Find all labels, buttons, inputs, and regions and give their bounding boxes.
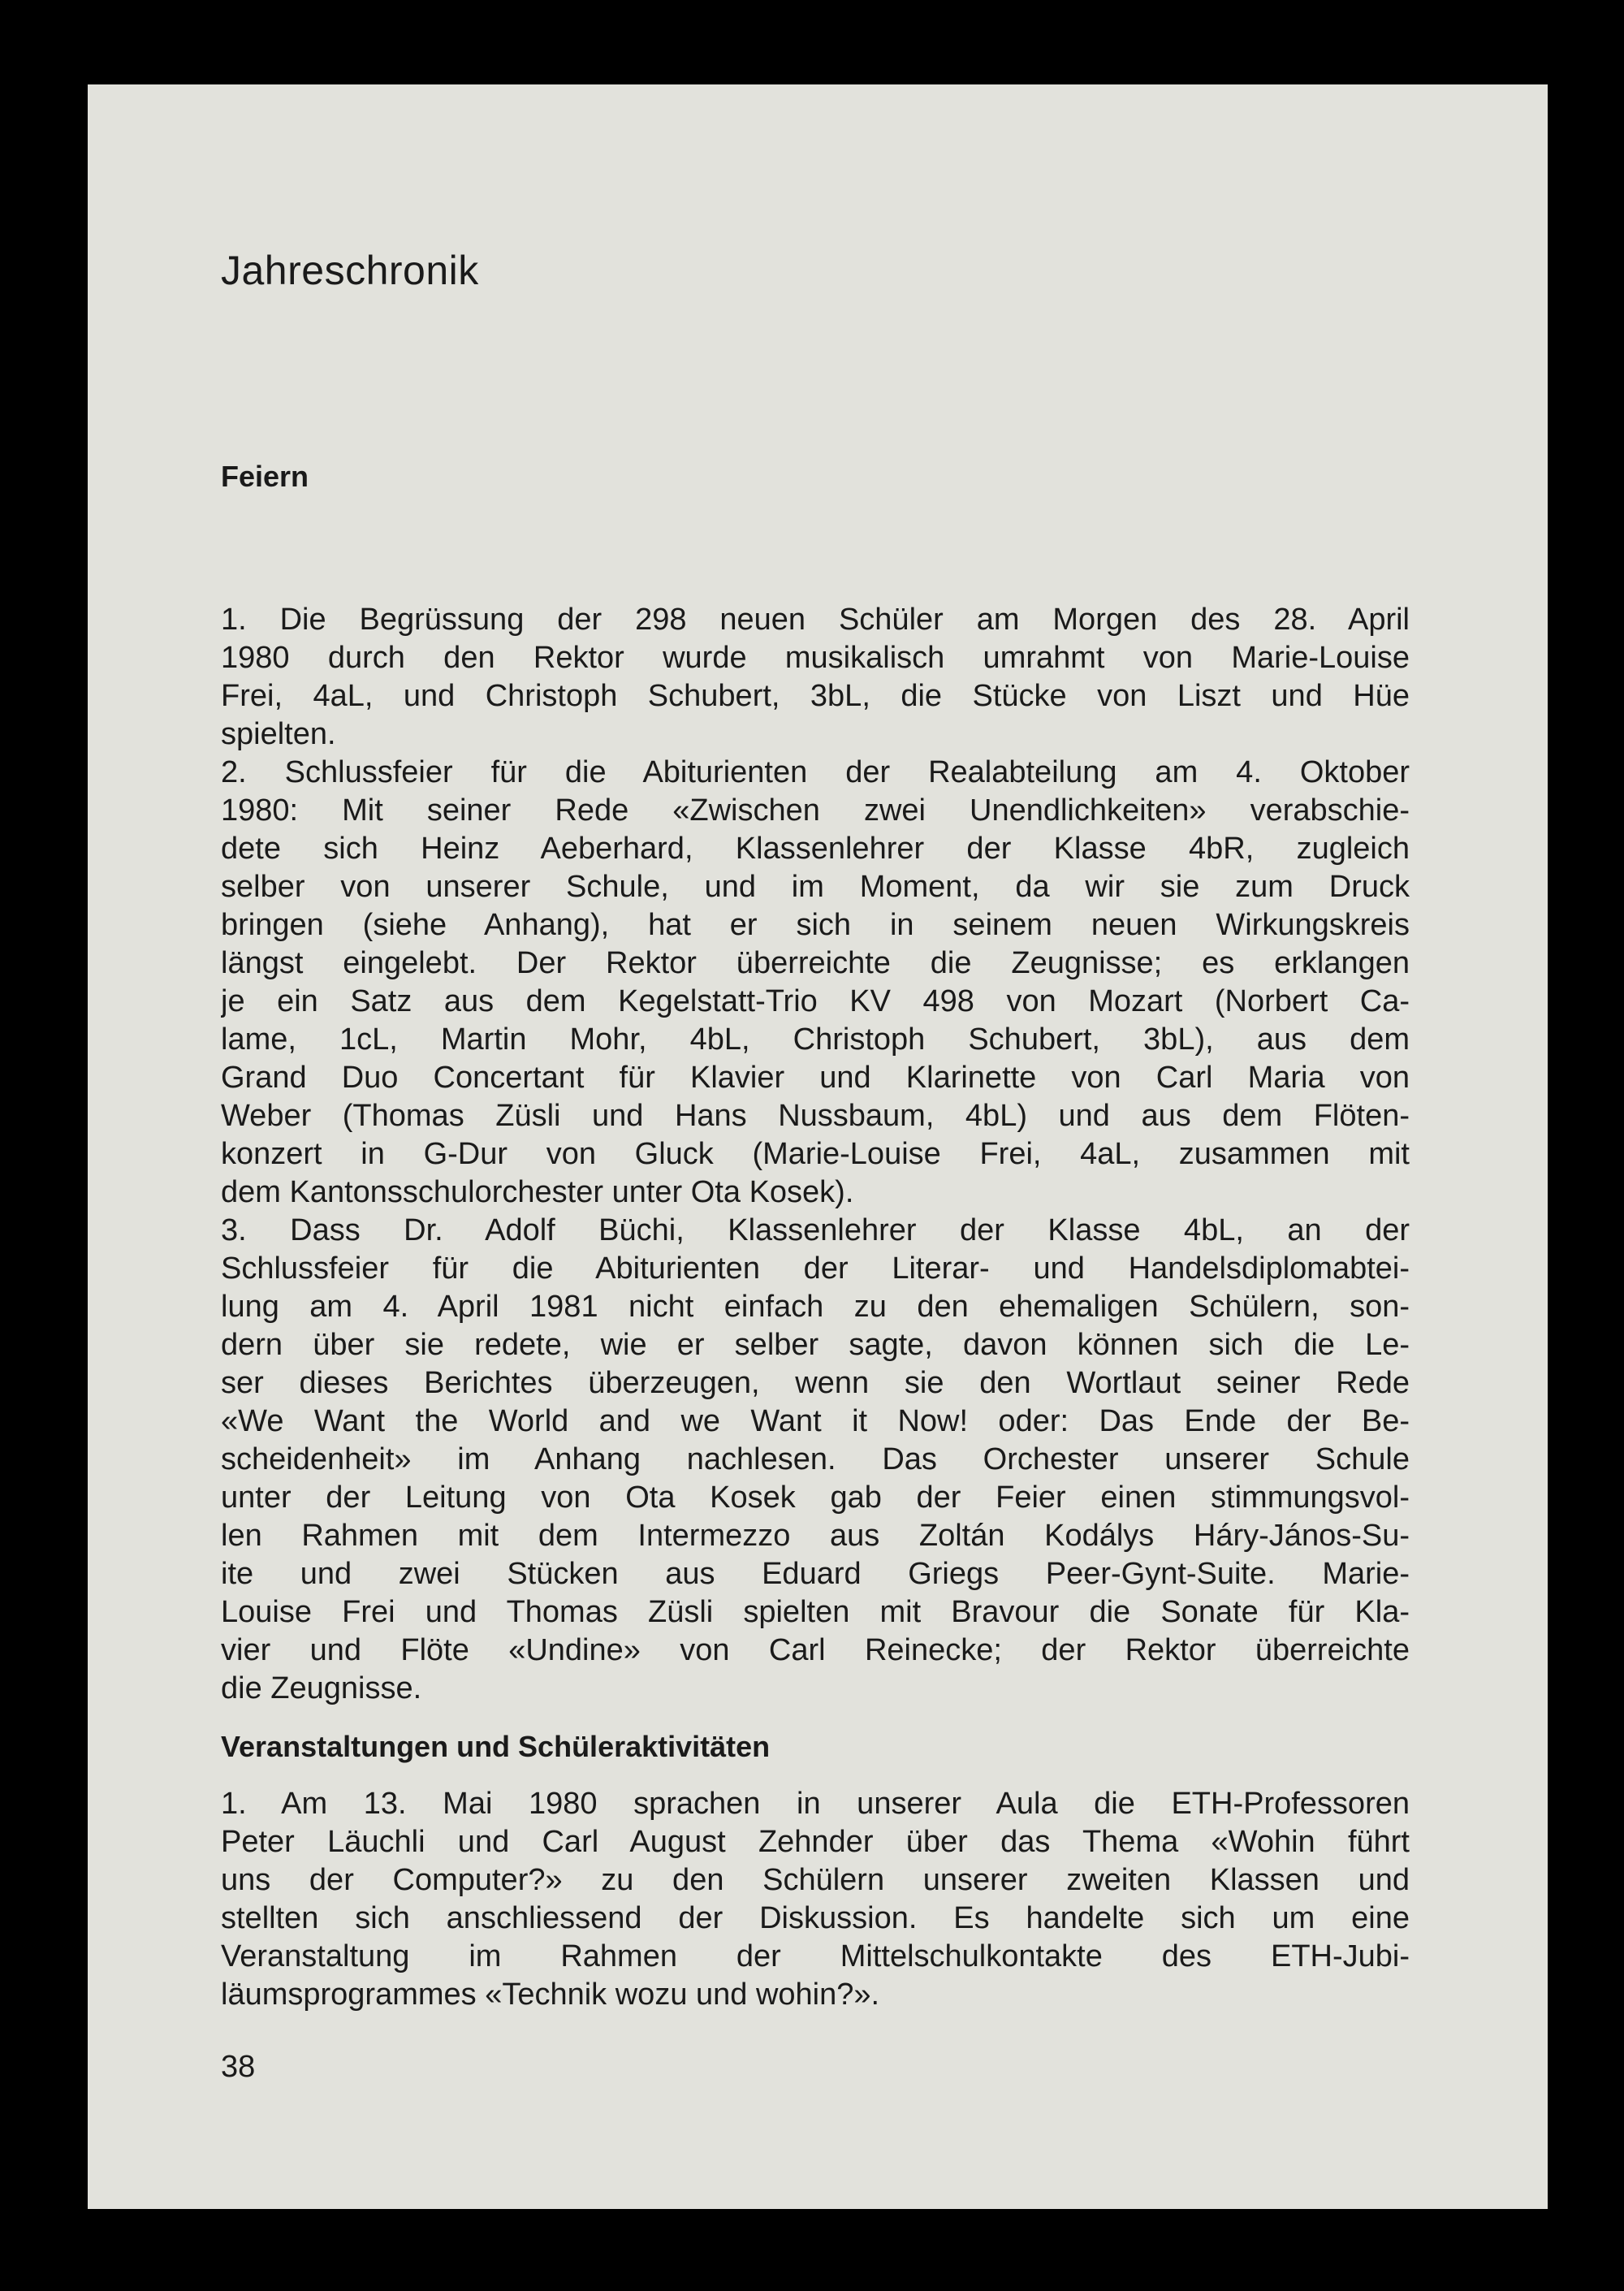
text-line: 3. Dass Dr. Adolf Büchi, Klassenlehrer der Klasse 4bL, an der bbox=[221, 1213, 1410, 1247]
text-line: selber von unserer Schule, und im Moment, da wir sie zum Druck bbox=[221, 870, 1410, 904]
page-title: Jahreschronik bbox=[221, 248, 479, 293]
section-heading-feiern: Feiern bbox=[221, 460, 309, 493]
paragraph-feiern-2 bbox=[221, 754, 1410, 1212]
text-line: ite und zwei Stücken aus Eduard Griegs Peer-Gynt-Suite. Marie- bbox=[221, 1557, 1410, 1591]
section-heading-veranstaltungen: Veranstaltungen und Schüleraktivitäten bbox=[221, 1730, 771, 1763]
text-line: 1. Am 13. Mai 1980 sprachen in unserer Aula die ETH-Professoren bbox=[221, 1787, 1410, 1821]
text-line: lame, 1cL, Martin Mohr, 4bL, Christoph Schubert, 3bL), aus dem bbox=[221, 1022, 1410, 1057]
text-line: 1. Die Begrüssung der 298 neuen Schüler am Morgen des 28. April bbox=[221, 603, 1410, 637]
text-line: dete sich Heinz Aeberhard, Klassenlehrer der Klasse 4bR, zugleich bbox=[221, 832, 1410, 866]
text-line: uns der Computer?» zu den Schülern unserer zweiten Klassen und bbox=[221, 1863, 1410, 1897]
document-page bbox=[88, 84, 1548, 2209]
text-line: unter der Leitung von Ota Kosek gab der Feier einen stimmungsvol- bbox=[221, 1481, 1410, 1515]
text-line: Weber (Thomas Züsli und Hans Nussbaum, 4bL) und aus dem Flöten- bbox=[221, 1099, 1410, 1133]
text-line: die Zeugnisse. bbox=[221, 1671, 422, 1705]
paragraph-feiern-1 bbox=[221, 601, 1410, 754]
text-line: bringen (siehe Anhang), hat er sich in seinem neuen Wirkungskreis bbox=[221, 908, 1410, 942]
text-line: Grand Duo Concertant für Klavier und Klarinette von Carl Maria von bbox=[221, 1061, 1410, 1095]
page-number: 38 bbox=[221, 2050, 256, 2084]
text-line: 1980: Mit seiner Rede «Zwischen zwei Unendlichkeiten» verabschie- bbox=[221, 793, 1410, 828]
text-line: scheidenheit» im Anhang nachlesen. Das Orchester unserer Schule bbox=[221, 1442, 1410, 1476]
paragraph-veranstaltungen-1 bbox=[221, 1785, 1410, 2014]
text-line: 2. Schlussfeier für die Abiturienten der Realabteilung am 4. Oktober bbox=[221, 755, 1410, 789]
text-line: dem Kantonsschulorchester unter Ota Kosek). bbox=[221, 1175, 854, 1209]
text-line: Louise Frei und Thomas Züsli spielten mit Bravour die Sonate für Kla- bbox=[221, 1595, 1410, 1629]
paragraph-feiern-3 bbox=[221, 1212, 1410, 1708]
text-line: Peter Läuchli und Carl August Zehnder über das Thema «Wohin führt bbox=[221, 1825, 1410, 1859]
text-line: len Rahmen mit dem Intermezzo aus Zoltán Kodálys Háry-János-Su- bbox=[221, 1519, 1410, 1553]
text-line: lung am 4. April 1981 nicht einfach zu den ehemaligen Schülern, son- bbox=[221, 1290, 1410, 1324]
text-line: «We Want the World and we Want it Now! oder: Das Ende der Be- bbox=[221, 1404, 1410, 1438]
text-line: ser dieses Berichtes überzeugen, wenn sie den Wortlaut seiner Rede bbox=[221, 1366, 1410, 1400]
text-line: längst eingelebt. Der Rektor überreichte die Zeugnisse; es erklangen bbox=[221, 946, 1410, 980]
text-line: konzert in G-Dur von Gluck (Marie-Louise Frei, 4aL, zusammen mit bbox=[221, 1137, 1410, 1171]
text-line: je ein Satz aus dem Kegelstatt-Trio KV 498 von Mozart (Norbert Ca- bbox=[221, 984, 1410, 1018]
text-line: 1980 durch den Rektor wurde musikalisch umrahmt von Marie-Louise bbox=[221, 641, 1410, 675]
text-line: Frei, 4aL, und Christoph Schubert, 3bL, die Stücke von Liszt und Hüe bbox=[221, 679, 1410, 713]
text-line: spielten. bbox=[221, 717, 336, 751]
text-line: läumsprogrammes «Technik wozu und wohin?». bbox=[221, 1978, 880, 2012]
text-line: vier und Flöte «Undine» von Carl Reinecke; der Rektor überreichte bbox=[221, 1633, 1410, 1667]
text-line: dern über sie redete, wie er selber sagte, davon können sich die Le- bbox=[221, 1328, 1410, 1362]
text-line: Schlussfeier für die Abiturienten der Literar- und Handelsdiplomabtei- bbox=[221, 1251, 1410, 1286]
text-line: Veranstaltung im Rahmen der Mittelschulkontakte des ETH-Jubi- bbox=[221, 1939, 1410, 1973]
text-line: stellten sich anschliessend der Diskussion. Es handelte sich um eine bbox=[221, 1901, 1410, 1935]
